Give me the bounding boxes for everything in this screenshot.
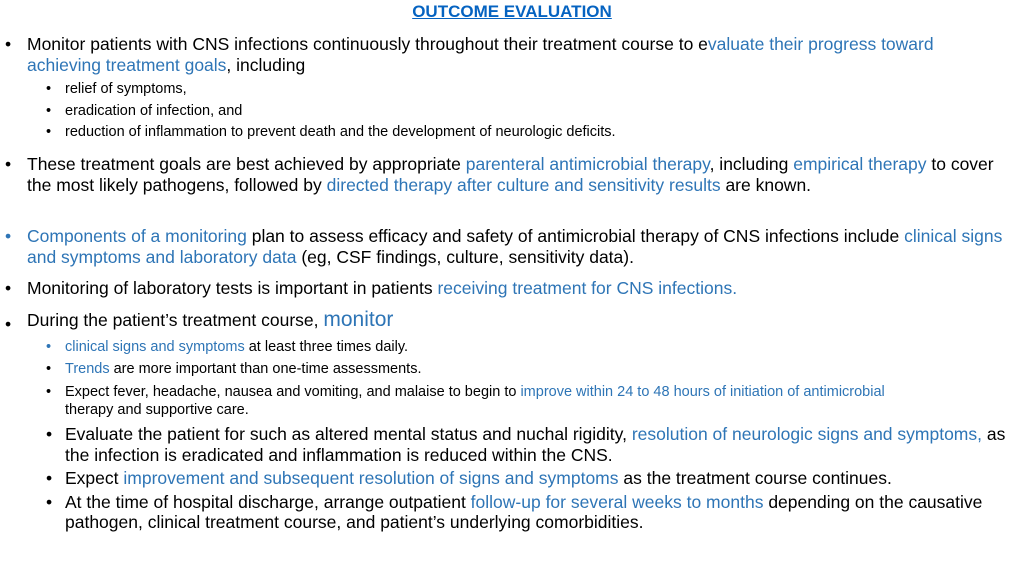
- bullet-components: • Components of a monitoring plan to assess efficacy and safety of antimicrobial therapy of CNS infections include clinical signs and symptoms and laboratory data (eg, CSF findings, culture, sensitivity data).: [5, 226, 1003, 267]
- list-item: • Expect fever, headache, nausea and vomiting, and malaise to begin to improve within 24 to 48 hours of initiation of antimicrobial therapy and supportive care.: [46, 384, 885, 418]
- bullet-icon: •: [46, 339, 52, 355]
- bullet-icon: •: [46, 124, 52, 140]
- list-item: • Evaluate the patient for such as altered mental status and nuchal rigidity, resolution of neurologic signs and symptoms, as the infection is eradicated and inflammation is reduced within the CNS.: [46, 424, 1006, 465]
- bullet-icon: •: [46, 360, 52, 377]
- bullet-icon: •: [46, 384, 52, 400]
- bullet-icon: •: [46, 491, 53, 512]
- page-title: OUTCOME EVALUATION: [412, 2, 612, 21]
- sub-list-goals: [46, 79, 1015, 144]
- bullet-icon: •: [46, 468, 53, 488]
- list-item: • eradication of infection, and: [65, 101, 1015, 123]
- list-item: • Trends are more important than one-time assessments.: [65, 359, 1020, 381]
- bullet-treatment-goals: • These treatment goals are best achieved by appropriate parenteral antimicrobial therapy, including empirical therapy to cover the most likely pathogens, followed by directed therapy after culture and sensitivity results are known.: [5, 154, 994, 195]
- sub-list-monitor: [46, 337, 1020, 419]
- bullet-icon: •: [5, 154, 12, 174]
- list-item: • clinical signs and symptoms at least three times daily.: [65, 337, 1020, 359]
- bullet-icon: •: [46, 81, 52, 97]
- bullet-icon: •: [46, 424, 53, 444]
- list-item: • Expect improvement and subsequent resolution of signs and symptoms as the treatment course continues.: [46, 468, 892, 488]
- bullet-icon: •: [5, 314, 12, 334]
- bullet-icon: •: [5, 278, 12, 298]
- list-item: • At the time of hospital discharge, arrange outpatient follow-up for several weeks to months depending on the causative pathogen, clinical treatment course, and patient’s underlying comorbidities.: [46, 491, 983, 532]
- bullet-icon: •: [5, 34, 12, 54]
- bullet-lab-tests: • Monitoring of laboratory tests is important in patients receiving treatment for CNS infections.: [5, 278, 738, 298]
- list-item: • reduction of inflammation to prevent death and the development of neurologic deficits.: [65, 122, 1015, 144]
- bullet-icon: •: [46, 102, 52, 119]
- sub-list-monitor-large: [46, 424, 1020, 533]
- bullet-icon: •: [5, 226, 12, 246]
- bullet-treatment-course: • During the patient’s treatment course, monitor: [5, 308, 394, 334]
- list-item: • relief of symptoms,: [65, 79, 1015, 101]
- bullet-monitor-patients: • Monitor patients with CNS infections continuously throughout their treatment course to evaluate their progress toward achieving treatment goals, including: [5, 34, 934, 75]
